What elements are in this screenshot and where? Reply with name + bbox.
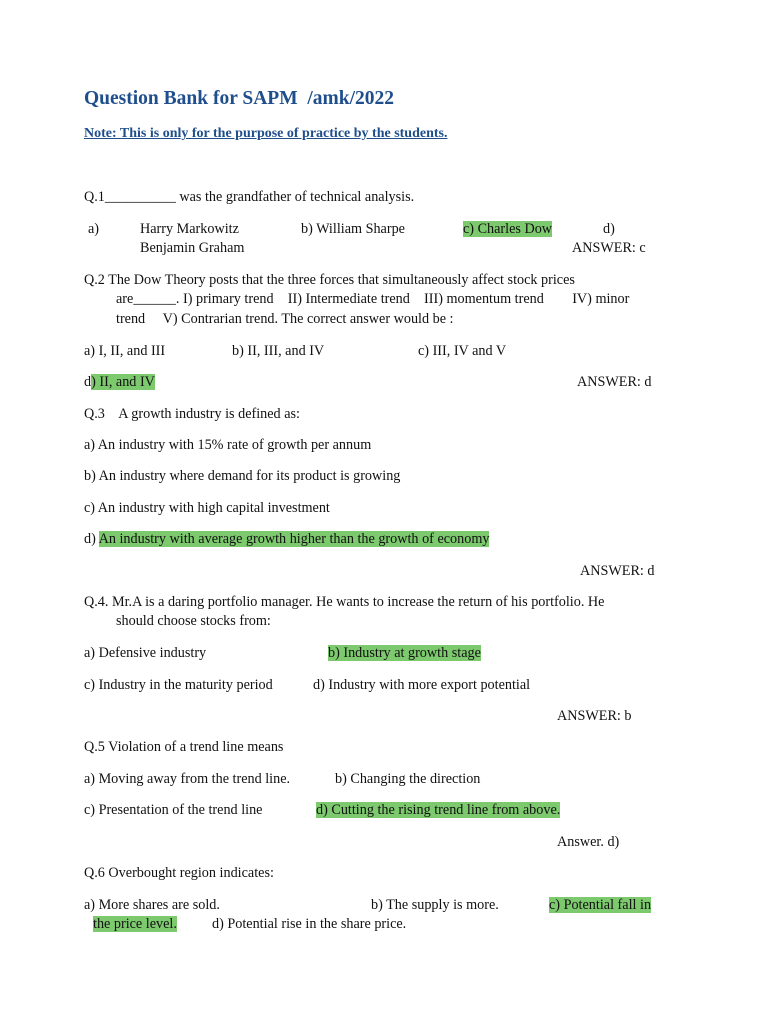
- q3-option-d: [84, 530, 489, 548]
- q1-option-a: Harry Markowitz: [140, 221, 239, 237]
- q5-option-c: c) Presentation of the trend line: [84, 802, 263, 818]
- q6-option-c-highlight-2: the price level.: [93, 916, 177, 932]
- q1-option-a-label: a): [88, 221, 100, 237]
- q3-option-b: b) An industry where demand for its product is growing: [84, 468, 401, 484]
- q1-option-c-highlight: c) Charles Dow: [463, 221, 553, 237]
- q5-question: Q.5 Violation of a trend line means: [84, 739, 284, 755]
- q1-question: Q.1__________ was the grandfather of technical analysis.: [84, 189, 415, 205]
- q1-option-d: Benjamin Graham: [140, 240, 245, 256]
- q4-option-a: a) Defensive industry: [84, 645, 207, 661]
- q6-option-a: a) More shares are sold.: [84, 897, 220, 913]
- q2-question-line2: are______. I) primary trend II) Intermediate trend III) momentum trend IV) minor: [116, 291, 630, 307]
- practice-note: Note: This is only for the purpose of practice by the students.: [84, 126, 448, 141]
- q2-option-d: [84, 373, 155, 391]
- q4-answer: ANSWER: b: [557, 708, 632, 724]
- page-title: Question Bank for SAPM /amk/2022: [84, 88, 395, 109]
- q2-option-c: c) III, IV and V: [418, 343, 507, 359]
- q6-question: Q.6 Overbought region indicates:: [84, 865, 274, 881]
- q4-option-b-highlight: b) Industry at growth stage: [328, 645, 481, 661]
- q5-answer: Answer. d): [557, 834, 620, 850]
- q5-option-a: a) Moving away from the trend line.: [84, 771, 291, 787]
- q3-answer: ANSWER: d: [580, 563, 655, 579]
- q4-question-line2: should choose stocks from:: [116, 613, 271, 629]
- q4-option-b: [328, 644, 481, 662]
- q5-option-d: [316, 801, 560, 819]
- q2-option-b: b) II, III, and IV: [232, 343, 325, 359]
- q1-option-d-label: d): [603, 221, 615, 237]
- q4-question-line1: Q.4. Mr.A is a daring portfolio manager. He wants to increase the return of his portfolio. He: [84, 594, 605, 610]
- q3-option-a: a) An industry with 15% rate of growth per annum: [84, 437, 372, 453]
- q1-option-b: b) William Sharpe: [301, 221, 405, 237]
- q4-option-d: d) Industry with more export potential: [313, 677, 531, 693]
- q1-option-c: [463, 220, 552, 238]
- q2-question-line1: Q.2 The Dow Theory posts that the three forces that simultaneously affect stock prices: [84, 272, 575, 288]
- q6-option-c-part2: [93, 915, 177, 933]
- q3-option-d-highlight: An industry with average growth higher than the growth of economy: [98, 531, 490, 547]
- q3-question: Q.3 A growth industry is defined as:: [84, 406, 300, 422]
- q2-option-d-highlight: ) II, and IV: [91, 374, 155, 390]
- q6-option-c-part1: [549, 896, 651, 914]
- q3-option-c: c) An industry with high capital investment: [84, 500, 330, 516]
- q2-option-a: a) I, II, and III: [84, 343, 166, 359]
- q4-option-c: c) Industry in the maturity period: [84, 677, 273, 693]
- q6-option-d: d) Potential rise in the share price.: [212, 916, 407, 932]
- q5-option-d-highlight: d) Cutting the rising trend line from above.: [316, 802, 561, 818]
- q3-option-d-label: d): [84, 531, 99, 547]
- q2-option-d-label: d: [84, 374, 92, 390]
- q6-option-b: b) The supply is more.: [371, 897, 499, 913]
- q1-answer: ANSWER: c: [572, 240, 646, 256]
- q6-option-c-highlight-1: c) Potential fall in: [549, 897, 652, 913]
- q2-answer: ANSWER: d: [577, 374, 652, 390]
- q5-option-b: b) Changing the direction: [335, 771, 481, 787]
- q2-question-line3: trend V) Contrarian trend. The correct answer would be :: [116, 311, 454, 327]
